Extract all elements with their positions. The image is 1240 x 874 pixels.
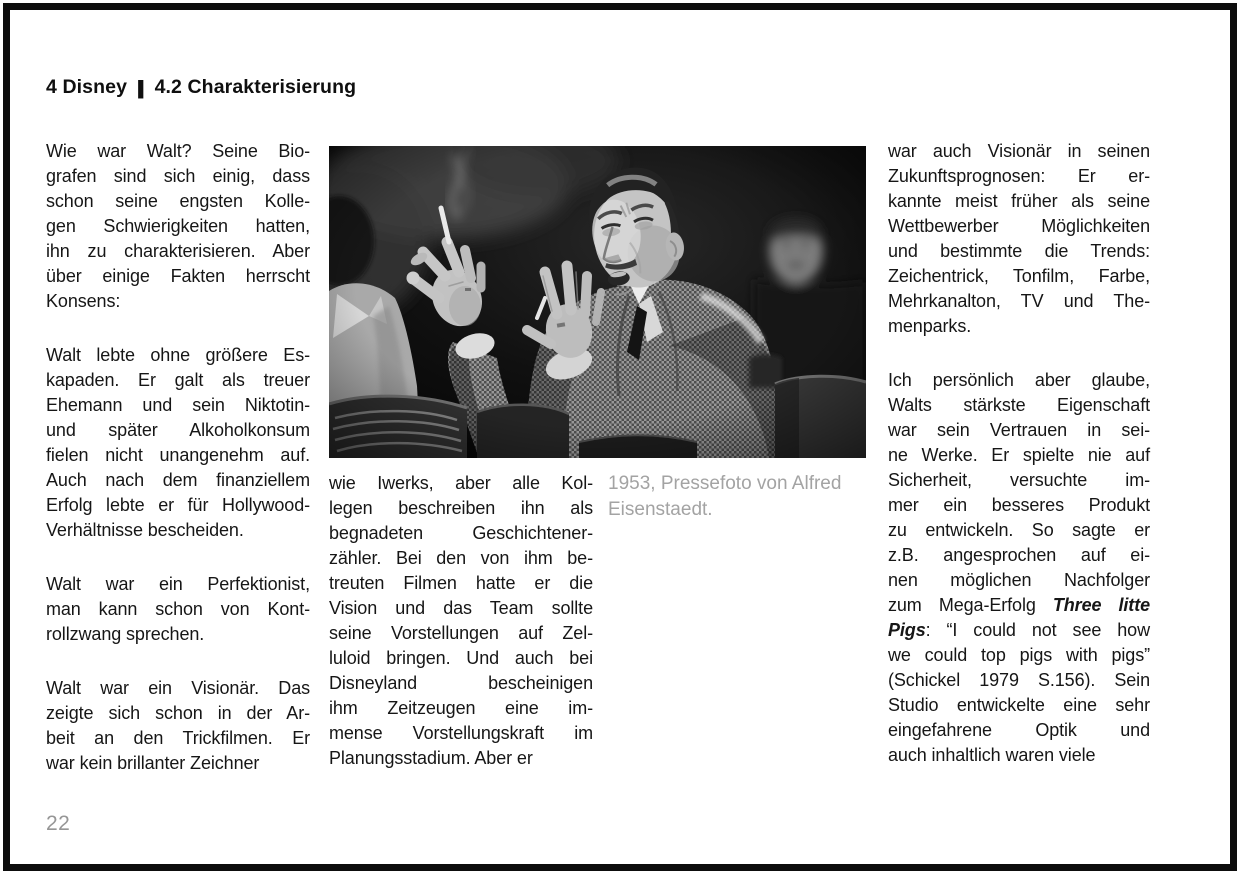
- text-line: man kann schon von Kont-: [46, 599, 310, 619]
- text-line: zeigte sich schon in der Ar-: [46, 703, 310, 723]
- text-line: Studio entwickelte eine sehr: [888, 695, 1150, 715]
- text-line: mense Vorstellungskraft im: [329, 723, 593, 743]
- caption-line: Eisenstaedt.: [608, 499, 713, 520]
- text-line: Mehrkanalton, TV und The-: [888, 291, 1150, 311]
- text-line: [888, 618, 1150, 643]
- text-line: kapaden. Er galt als treuer: [46, 370, 310, 390]
- text-line: Walt war ein Perfektionist,: [46, 574, 310, 594]
- paragraph: [46, 343, 310, 543]
- paragraph: [329, 471, 593, 771]
- text-line: Wettbewerber Möglichkeiten: [888, 216, 1150, 236]
- text-line: menparks.: [888, 316, 972, 336]
- text-line: ihm Zeitzeugen eine im-: [329, 698, 593, 718]
- text-line: seine Vorstellungen auf Zel-: [329, 623, 593, 643]
- text-column-right: [888, 139, 1150, 768]
- text-line: Disneyland bescheinigen: [329, 673, 593, 693]
- text-line: schon seine engsten Kolle-: [46, 191, 310, 211]
- text-line: [888, 593, 1150, 618]
- text-line: Zukunftsprognosen: Er er-: [888, 166, 1150, 186]
- header-separator: |: [134, 77, 147, 99]
- text-line: fielen nicht unangenehm auf.: [46, 445, 310, 465]
- walt-disney-photo: [329, 146, 866, 458]
- text-line: auch inhaltlich waren viele: [888, 745, 1096, 765]
- paragraph: [46, 676, 310, 776]
- page-number: 22: [46, 812, 71, 835]
- text-column-middle: [329, 471, 593, 771]
- photo-caption: [608, 471, 868, 523]
- text-line: Ich persönlich aber glaube,: [888, 370, 1150, 390]
- chapter-label: 4 Disney: [46, 76, 128, 98]
- text-line: kannte meist früher als seine: [888, 191, 1150, 211]
- text-line: war sein Vertrauen in sei-: [888, 420, 1150, 440]
- text-line: grafen sind sich einig, dass: [46, 166, 310, 186]
- text-line: zu entwickeln. So sagte er: [888, 520, 1150, 540]
- text-line: eingefahrene Optik und: [888, 720, 1150, 740]
- emphasized-text: Three litte: [1052, 595, 1151, 615]
- text-line: und bestimmte die Trends:: [888, 241, 1150, 261]
- paragraph: [46, 139, 310, 314]
- text-line: Ehemann und sein Niktotin-: [46, 395, 310, 415]
- text-line: (Schickel 1979 S.156). Sein: [888, 670, 1150, 690]
- text-line: Wie war Walt? Seine Bio-: [46, 141, 310, 161]
- text-line: z.B. angesprochen auf ei-: [888, 545, 1150, 565]
- section-label: 4.2 Charakterisierung: [154, 76, 357, 98]
- text-line: und später Alkoholkonsum: [46, 420, 310, 440]
- text-line: Konsens:: [46, 291, 121, 311]
- photo-illustration: [329, 146, 866, 458]
- text-line: über einige Fakten herrscht: [46, 266, 310, 286]
- paragraph: [888, 139, 1150, 339]
- text-line: war auch Visionär in seinen: [888, 141, 1150, 161]
- text-line: Vision und das Team sollte: [329, 598, 593, 618]
- text-line: we could top pigs with pigs”: [888, 645, 1150, 665]
- text-line: Sicherheit, versuchte im-: [888, 470, 1150, 490]
- text-line: rollzwang sprechen.: [46, 624, 205, 644]
- chapter-header: [46, 76, 356, 100]
- caption-line: 1953, Pressefoto von Alfred: [608, 473, 842, 494]
- text-line: wie Iwerks, aber alle Kol-: [329, 473, 593, 493]
- text-line: Planungsstadium. Aber er: [329, 748, 533, 768]
- text-line: ne Werke. Er spielte nie auf: [888, 445, 1150, 465]
- paragraph: [46, 572, 310, 647]
- text-line: legen beschreiben ihn als: [329, 498, 593, 518]
- paragraph: [888, 368, 1150, 768]
- text-line: Auch nach dem finanziellem: [46, 470, 310, 490]
- text-line: begnadeten Geschichtener-: [329, 523, 593, 543]
- text-column-left: [46, 139, 310, 776]
- text-line: Erfolg lebte er für Hollywood-: [46, 495, 310, 515]
- text-line: ihn zu charakterisieren. Aber: [46, 241, 310, 261]
- text-segment: : “I could not see how: [925, 620, 1150, 640]
- text-line: Walt war ein Visionär. Das: [46, 678, 310, 698]
- text-line: Zeichentrick, Tonfilm, Farbe,: [888, 266, 1150, 286]
- text-line: luloid bringen. Und auch bei: [329, 648, 593, 668]
- text-line: Verhältnisse bescheiden.: [46, 520, 244, 540]
- text-line: war kein brillanter Zeichner: [46, 753, 260, 773]
- text-line: zähler. Bei den von ihm be-: [329, 548, 593, 568]
- text-line: Walts stärkste Eigenschaft: [888, 395, 1150, 415]
- text-segment: zum Mega-Erfolg: [888, 595, 1053, 615]
- emphasized-text: Pigs: [888, 620, 926, 640]
- text-line: Walt lebte ohne größere Es-: [46, 345, 310, 365]
- text-line: beit an den Trickfilmen. Er: [46, 728, 310, 748]
- text-line: nen möglichen Nachfolger: [888, 570, 1150, 590]
- text-line: mer ein besseres Produkt: [888, 495, 1150, 515]
- text-line: gen Schwierigkeiten hatten,: [46, 216, 310, 236]
- text-line: treuten Filmen hatte er die: [329, 573, 593, 593]
